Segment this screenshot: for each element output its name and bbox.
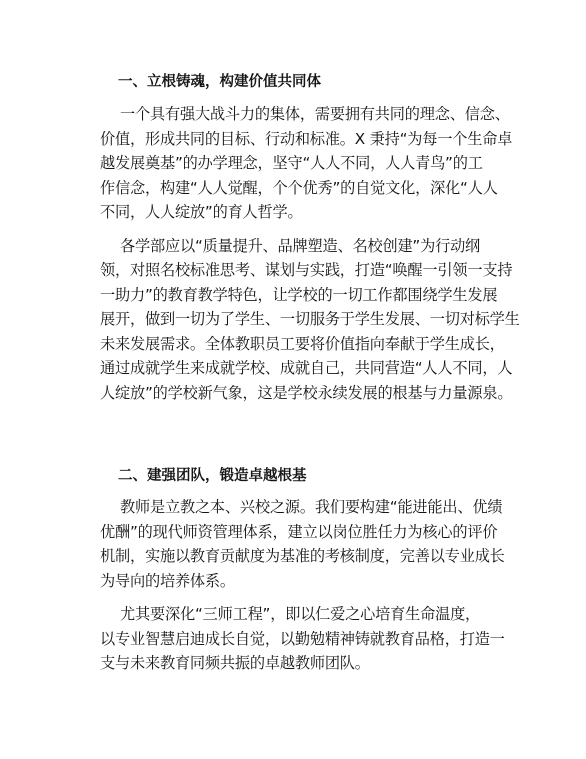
section-body [100, 495, 518, 676]
paragraph-line: 支与未来教育同频共振的卓越教师团队。 [100, 654, 370, 672]
paragraph-line: 未来发展需求。全体教职员工要将价值指向奉献于学生成长， [100, 334, 505, 353]
paragraph-line: 领，对照名校标准思考、谋划与实践，打造“唤醒一引领一支持 [100, 261, 513, 279]
section-1 [100, 70, 520, 405]
paragraph-line: 展开，做到一切为了学生、一切服务于学生发展、一切对标学生 [100, 310, 520, 328]
section-2 [100, 464, 518, 676]
paragraph-line: 优酬”的现代师资管理体系，建立以岗位胜任力为核心的评价 [100, 522, 498, 541]
paragraph-line: 以专业智慧启迪成长自觉，以勤勉精神铸就教育品格，打造一 [100, 629, 505, 648]
section-heading: 一、立根铸魂，构建价值共同体 [118, 74, 321, 90]
paragraph [100, 602, 518, 676]
paragraph [100, 102, 518, 225]
paragraph-line: 各学部应以“质量提升、品牌塑造、名校创建”为行动纲 [120, 236, 481, 255]
paragraph-line: 通过成就学生来成就学校、成就自己，共同营造“人人不同，人 [100, 359, 513, 377]
paragraph-line: 价值，形成共同的目标、行动和标准。X 秉持“为每一个生命卓 [100, 129, 513, 148]
paragraph-line: 人绽放”的学校新气象，这是学校永续发展的根基与力量源泉。 [100, 383, 513, 402]
paragraph-line: 作信念，构建“人人觉醒，个个优秀”的自觉文化，深化“人人 [100, 178, 498, 197]
paragraph-line: 为导向的培养体系。 [100, 571, 235, 590]
paragraph-line: 教师是立教之本、兴校之源。我们要构建“能进能出、优绩 [120, 498, 503, 516]
paragraph-line: 机制，实施以教育贡献度为基准的考核制度，完善以专业成长 [100, 547, 505, 565]
paragraph [100, 495, 518, 593]
paragraph-line: 一个具有强大战斗力的集体，需要拥有共同的理念、信念、 [120, 105, 510, 123]
paragraph [100, 234, 520, 406]
paragraph-line: 越发展奠基”的办学理念，坚守“人人不同，人人青鸟”的工 [100, 154, 483, 172]
paragraph-line: 一助力”的教育教学特色，让学校的一切工作都围绕学生发展 [100, 285, 498, 304]
paragraph-line: 不同，人人绽放”的育人哲学。 [100, 203, 303, 221]
section-body [100, 102, 520, 405]
section-heading: 二、建强团队，锻造卓越根基 [118, 468, 307, 484]
paragraph-line: 尤其要深化“三师工程”，即以仁爱之心培育生命温度， [120, 605, 481, 623]
